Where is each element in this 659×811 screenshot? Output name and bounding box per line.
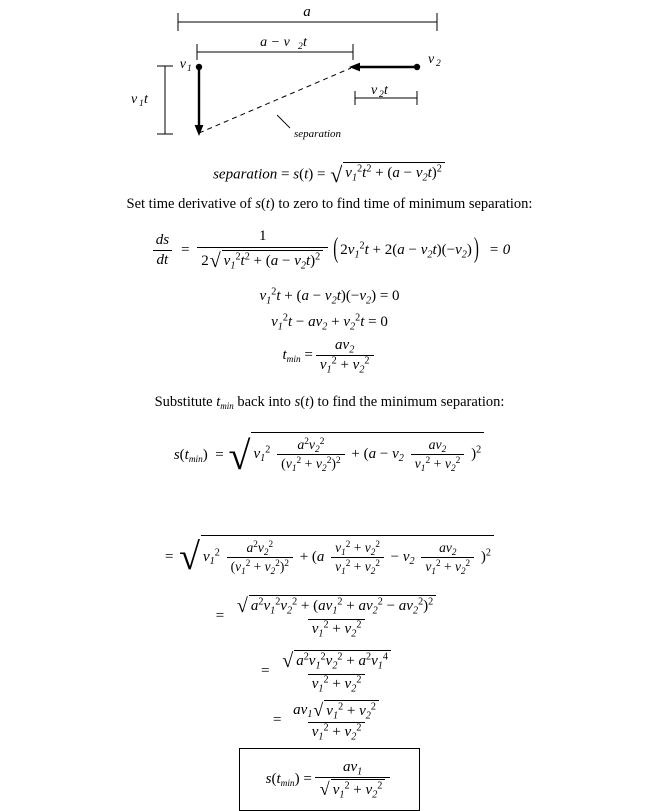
substitution-equation (0, 432, 659, 479)
separation-definition-lhs: separation = s(t) = (213, 166, 326, 183)
step-3-text: $v_1^2t - av_2 + v_2^2t = 0$ (271, 312, 388, 333)
svg-text:a: a (303, 4, 311, 20)
svg-text:separation: separation (294, 128, 342, 140)
separation-definition-equation (0, 162, 659, 188)
equals-sign: = (180, 242, 191, 258)
svg-text:t: t (384, 83, 388, 98)
simplify-4-equals: = (272, 712, 283, 728)
svg-text:2: 2 (298, 42, 303, 52)
svg-text:2: 2 (436, 59, 441, 69)
result-box (239, 748, 421, 811)
result-fraction: $av_1$ √ $v_1^2 + v_2^2$ (315, 759, 391, 800)
derivative-equation (0, 228, 659, 273)
svg-text:1: 1 (139, 99, 144, 109)
simplify-2-equals: = (214, 608, 225, 624)
derivative-bracket: ( $2v_1^2t + 2(a - v_2t)(-v_2)$ ) (333, 234, 479, 265)
derivative-rhs: = 0 (488, 242, 511, 258)
simplify-2-equation (0, 595, 659, 638)
substitution-radical: √ $v_1^2$ $\frac{a^2v_2^2}{(v_1^2 + v_2^2)^2}$ + ($a - v_2$ $\frac{av_2}{v_1^2 + v_2^2}$ )$^2$ (229, 432, 485, 479)
boxed-result (0, 748, 659, 811)
result-lhs: $s(t_{min})$ = (265, 771, 312, 789)
simplify-3-equals: = (260, 663, 271, 679)
svg-text:2: 2 (379, 90, 384, 100)
derivative-main-fraction: 1 2 √ $v_1^2t^2 + (a - v_2t)^2$ (197, 228, 328, 273)
step-3-equation (0, 313, 659, 331)
simplify-1-equation (0, 535, 659, 579)
svg-text:v: v (371, 83, 378, 98)
separation-diagram (0, 0, 659, 155)
diagram-svg (0, 0, 659, 155)
t-min-equation (0, 337, 659, 374)
svg-text:t: t (144, 92, 148, 107)
svg-text:1: 1 (187, 64, 192, 74)
svg-text:t: t (303, 35, 307, 50)
svg-text:v: v (428, 52, 435, 67)
instruction-substitute: Substitute $t_{min}$ back into s(t) to find the minimum separation: (154, 394, 505, 411)
simplify-3-equation (0, 650, 659, 693)
instruction-set-derivative-zero: Set time derivative of s(t) to zero to find time of minimum separation: (126, 196, 533, 212)
substitution-lhs: $s(t_{min})$ = (173, 447, 224, 465)
simplify-1-radical: √ $v_1^2$ $\frac{a^2v_2^2}{(v_1^2 + v_2^2)^2}$ + (a $\frac{v_1^2 + v_2^2}{v_1^2 + v_2^2}$ − $v_2$ $\frac{av_2}{v_1^2 + v_2^2}$ )$^2$ (179, 535, 494, 579)
step-2-text: $v_1^2t + (a - v_2t)(-v_2) = 0$ (259, 286, 400, 307)
separation-definition-radical: √ $v_1^2t^2 + (a - v_2t)^2$ (330, 162, 445, 188)
t-min-lhs: $t_{min}$ = (282, 347, 313, 365)
svg-text:v: v (131, 92, 138, 107)
simplify-4-equation (0, 700, 659, 741)
svg-text:v: v (179, 57, 186, 72)
step-2-equation (0, 287, 659, 305)
simplify-3-fraction: √ $a^2v_1^2v_2^2 + a^2v_1^4$ $v_1^2 + v_2^2$ (277, 650, 396, 693)
t-min-fraction: $\frac{av_2}{v_1^2 + v_2^2}$ (316, 337, 374, 374)
ds-dt-fraction: $\frac{ds}{dt}$ (152, 232, 173, 269)
simplify-1-equals: = (164, 548, 175, 565)
simplify-2-fraction: √ $a^2v_1^2v_2^2 + (av_1^2 + av_2^2 - av_2^2)^2$ $v_1^2 + v_2^2$ (232, 595, 441, 638)
svg-text:a − v: a − v (260, 35, 290, 50)
simplify-4-fraction: $av_1$ √ $v_1^2 + v_2^2$ $v_1^2 + v_2^2$ (289, 700, 384, 741)
